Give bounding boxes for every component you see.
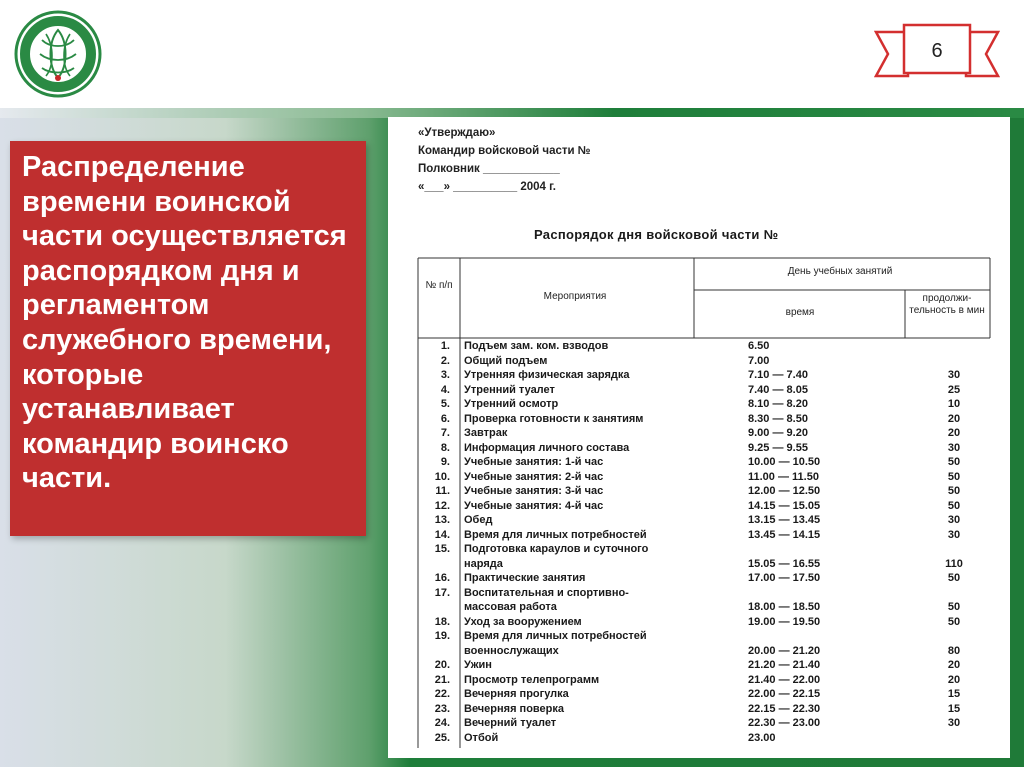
row-number: 11. [435,485,450,497]
row-event: Вечерняя прогулка [464,688,569,700]
row-time: 11.00 — 11.50 [748,470,819,483]
table-row [418,586,998,601]
row-event: военнослужащих [464,644,559,657]
table-row [418,513,998,528]
row-time: 14.15 — 15.05 [748,499,821,512]
table-row [418,571,998,586]
row-event: Общий подъем [464,354,548,367]
row-duration: 110 [945,557,963,570]
header-event: Мероприятия [543,291,607,302]
row-time: 18.00 — 18.50 [748,601,821,613]
table-row [418,716,998,731]
row-number: 13. [434,514,450,526]
row-duration: 20 [947,412,961,425]
row-number: 20. [434,659,450,671]
row-duration: 30 [947,528,961,541]
row-time: 9.00 — 9.20 [748,427,808,439]
row-event: наряда [464,557,503,570]
row-duration: 50 [947,572,961,584]
row-duration: 20 [947,427,961,439]
table-row [418,412,998,427]
row-time: 21.40 — 22.00 [748,673,821,686]
approval-line-4: «___» __________ 2004 г. [418,181,556,193]
row-time: 23.00 [748,731,776,744]
row-event: Подъем зам. ком. взводов [464,340,609,352]
row-event: Завтрак [464,427,508,439]
table-row [418,470,998,485]
row-time: 22.30 — 23.00 [748,717,821,729]
row-time: 13.45 — 14.15 [748,528,821,541]
table-row [418,673,998,688]
row-number: 14. [434,528,450,541]
table-row [418,455,998,470]
row-event: Утренний осмотр [464,398,559,410]
table-row [418,368,998,383]
row-event: Информация личного состава [464,441,630,454]
table-row [418,354,998,369]
row-event: Время для личных потребностей [464,630,647,642]
row-number: 4. [440,383,450,396]
document-title: Распорядок дня войсковой части № [534,227,779,242]
row-time: 8.30 — 8.50 [748,412,808,425]
row-time: 20.00 — 21.20 [748,644,821,657]
row-duration: 80 [947,644,961,657]
table-row [418,499,998,514]
row-number: 16. [434,572,450,584]
row-time: 7.10 — 7.40 [748,369,808,381]
row-event: Вечерняя поверка [464,702,564,715]
table-row [418,339,998,354]
row-number: 5. [440,398,450,410]
row-number: 24. [434,717,450,729]
row-event: Обед [464,514,493,526]
row-number: 23. [434,702,450,715]
row-number: 15. [434,543,450,555]
header-time: время [785,307,815,318]
row-number: 10. [434,470,450,483]
row-number: 1. [440,340,450,352]
row-event: Практические занятия [464,572,586,584]
row-event: Отбой [464,731,499,744]
row-time: 7.40 — 8.05 [748,383,808,396]
row-event: Учебные занятия: 1-й час [464,456,604,468]
row-time: 9.25 — 9.55 [748,441,808,454]
table-row [418,615,998,630]
row-duration: 50 [947,601,961,613]
row-event: Время для личных потребностей [464,528,647,541]
row-time: 17.00 — 17.50 [748,572,821,584]
row-number: 21. [434,673,450,686]
table-row [418,629,998,644]
table-row [418,644,998,659]
row-time: 6.50 [748,340,770,352]
row-number: 3. [440,369,450,381]
row-number: 7. [440,427,450,439]
table-row [418,383,998,398]
row-duration: 50 [947,615,961,628]
row-duration: 15 [947,688,961,700]
row-event: Вечерний туалет [464,717,557,729]
row-number: 22. [434,688,450,700]
row-time: 22.00 — 22.15 [748,688,821,700]
table-row [418,731,998,746]
table-row [418,702,998,717]
row-number: 19. [434,630,450,642]
approval-line-3: Полковник ____________ [418,163,560,175]
row-event: Ужин [464,659,492,671]
table-row [418,600,998,615]
row-time: 13.15 — 13.45 [748,514,821,526]
row-time: 21.20 — 21.40 [748,659,821,671]
row-event: Уход за вооружением [464,615,582,628]
row-duration: 20 [947,659,961,671]
row-duration: 20 [947,673,961,686]
table-row [418,658,998,673]
row-time: 15.05 — 16.55 [748,557,821,570]
row-number: 17. [434,586,450,599]
row-duration: 30 [947,369,961,381]
row-number: 2. [440,354,450,367]
row-duration: 50 [947,499,961,512]
intro-text: Распределение времени воинской части осуществляется распорядком дня и регламентом служебного времени, которые устанавливает командир воинско части. [22,151,347,495]
table-row [418,528,998,543]
row-event: Учебные занятия: 3-й час [464,485,604,497]
row-number: 9. [440,456,450,468]
table-row [418,397,998,412]
row-event: Учебные занятия: 4-й час [464,499,604,512]
row-duration: 30 [947,441,961,454]
row-duration: 30 [947,717,961,729]
row-duration: 30 [947,514,961,526]
university-logo-icon [14,10,102,98]
header-day: День учебных занятий [787,266,893,277]
row-duration: 50 [947,456,961,468]
row-event: Подготовка караулов и суточного [464,543,649,555]
row-time: 22.15 — 22.30 [748,702,821,715]
row-event: Просмотр телепрограмм [464,673,600,686]
row-number: 6. [440,412,450,425]
table-row [418,484,998,499]
row-number: 12. [434,499,450,512]
table-row [418,426,998,441]
row-duration: 15 [947,702,961,715]
table-row [418,441,998,456]
row-event: Учебные занятия: 2-й час [464,470,604,483]
header-num: № п/п [425,280,453,291]
row-duration: 25 [947,383,961,396]
table-row [418,687,998,702]
row-time: 12.00 — 12.50 [748,485,821,497]
row-event: массовая работа [464,601,557,613]
row-event: Утренняя физическая зарядка [464,369,630,381]
row-duration: 50 [947,485,961,497]
row-number: 18. [434,615,450,628]
slide-number: 6 [931,39,943,62]
row-number: 8. [440,441,450,454]
slide-header [0,0,1024,108]
header-duration: продолжи-тельность в мин [909,293,985,316]
row-number: 25. [434,731,450,744]
approval-line-2: Командир войсковой части № [418,145,591,157]
row-event: Воспитательная и спортивно- [464,586,629,599]
approval-block [418,124,591,196]
row-duration: 10 [947,398,961,410]
row-time: 8.10 — 8.20 [748,398,808,410]
row-time: 7.00 [748,354,770,367]
row-time: 10.00 — 10.50 [748,456,821,468]
row-duration: 50 [947,470,961,483]
table-row [418,542,998,557]
table-row [418,557,998,572]
row-time: 19.00 — 19.50 [748,615,821,628]
row-event: Утренний туалет [464,383,555,396]
approval-line-1: «Утверждаю» [418,127,496,139]
row-event: Проверка готовности к занятиям [464,412,644,425]
